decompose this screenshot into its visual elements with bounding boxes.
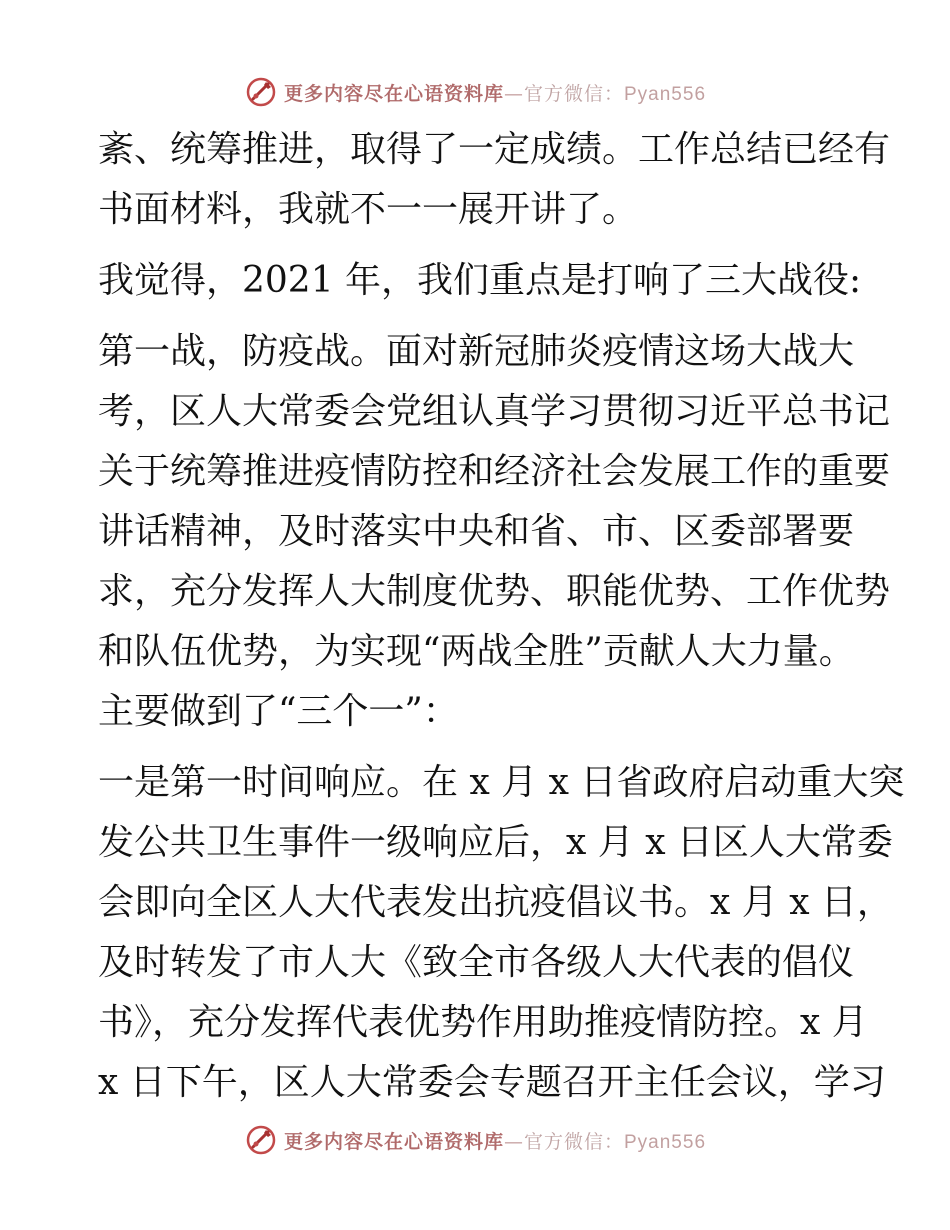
text-line: 及时转发了市人大《致全市各级人大代表的倡仪: [98, 942, 855, 983]
watermark-label: 官方微信：: [523, 1130, 624, 1153]
text-line: x 日下午，区人大常委会专题召开主任会议，学习: [98, 1062, 886, 1103]
body-text: [98, 120, 905, 1113]
text-line: 主要做到了“三个一”：: [98, 691, 459, 732]
watermark-header: [0, 72, 950, 112]
text-line: 求，充分发挥人大制度优势、职能优势、工作优势: [98, 571, 891, 612]
paragraph: [98, 120, 891, 240]
paragraph: [98, 251, 868, 311]
watermark-dash: —: [503, 82, 524, 105]
logo-icon: [244, 75, 278, 109]
text-line: 发公共卫生事件一级响应后，x 月 x 日区人大常委: [98, 822, 893, 863]
text-line: 会即向全区人大代表发出抗疫倡议书。x 月 x 日，: [98, 882, 893, 923]
text-line: 和队伍优势，为实现“两战全胜”贡献人大力量。: [98, 631, 855, 672]
paragraph: [98, 753, 905, 1113]
text-line: 紊、统筹推进，取得了一定成绩。工作总结已经有: [98, 129, 891, 170]
text-line: 讲话精神，及时落实中央和省、市、区委部署要: [98, 511, 855, 552]
text-line: 考，区人大常委会党组认真学习贯彻习近平总书记: [98, 391, 891, 432]
logo-icon: [244, 1123, 278, 1157]
watermark-id: Pyan556: [624, 83, 707, 105]
text-line: 书》，充分发挥代表优势作用助推疫情防控。x 月: [98, 1002, 868, 1043]
text-line: 一是第一时间响应。在 x 月 x 日省政府启动重大突: [98, 762, 905, 803]
watermark-id: Pyan556: [624, 1131, 707, 1153]
watermark-label: 官方微信：: [523, 82, 624, 105]
text-line: 第一战，防疫战。面对新冠肺炎疫情这场大战大: [98, 331, 855, 372]
paragraph: [98, 322, 891, 742]
watermark-dash: —: [503, 1130, 524, 1153]
text-line: 书面材料，我就不一一展开讲了。: [98, 189, 639, 230]
watermark-brand: 更多内容尽在心语资料库: [283, 1130, 504, 1153]
watermark-footer: [0, 1120, 950, 1160]
text-line: 关于统筹推进疫情防控和经济社会发展工作的重要: [98, 451, 891, 492]
watermark-brand: 更多内容尽在心语资料库: [283, 82, 504, 105]
text-line: 我觉得，2021 年，我们重点是打响了三大战役:: [98, 260, 862, 301]
